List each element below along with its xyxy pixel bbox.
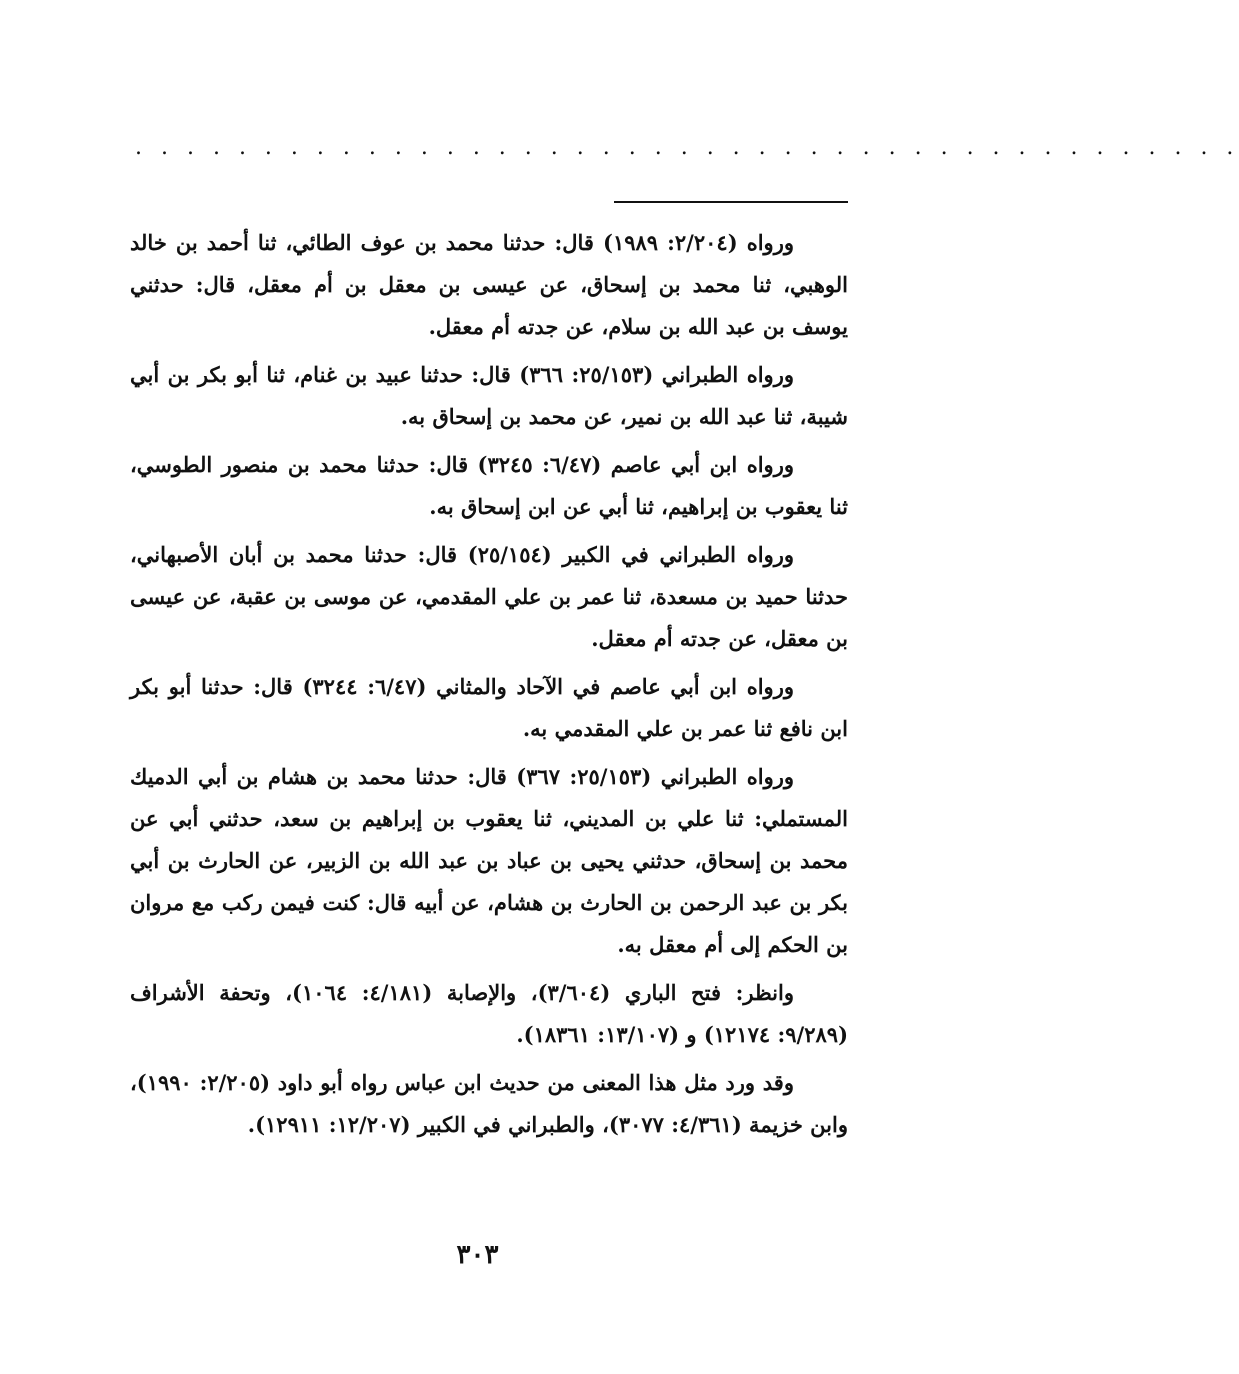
footnote-rule [614, 201, 848, 203]
dotted-separator: . . . . . . . . . . . . . . . . . . . . . . . . . . . . . . . . . . . . . . . . . . . [135, 135, 1239, 160]
paragraph: وانظر: فتح الباري (٣/٦٠٤)، والإصابة (٤/١٨١: ١٠٦٤)، وتحفة الأشراف (٩/٢٨٩: ١٢١٧٤) و (١٣/١٠٧: ١٨٣٦١). [130, 980, 848, 1047]
paragraph: وقد ورد مثل هذا المعنى من حديث ابن عباس رواه أبو داود (٢/٢٠٥: ١٩٩٠)، وابن خزيمة (٤/٣٦١: ٣٠٧٧)، والطبراني في الكبير (١٢/٢٠٧: ١٢٩١١). [130, 1070, 848, 1137]
paragraph: ورواه ابن أبي عاصم في الآحاد والمثاني (٦/٤٧: ٣٢٤٤) قال: حدثنا أبو بكر ابن نافع ثنا عمر بن علي المقدمي به. [130, 674, 848, 741]
page-number: ٣٠٣ [456, 1240, 499, 1270]
paragraph: ورواه الطبراني (٢٥/١٥٣: ٣٦٧) قال: حدثنا محمد بن هشام بن أبي الدميك المستملي: ثنا علي بن المديني، ثنا يعقوب بن إبراهيم بن سعد، حدثني أبي عن محمد بن إسحاق، حدثني يحيى بن عباد بن عبد الله بن الزبير، عن الحارث بن أبي بكر بن عبد الرحمن بن الحارث بن هشام، عن أبيه قال: كنت فيمن ركب مع مروان بن الحكم إلى أم معقل به. [130, 764, 848, 957]
paragraph: ورواه ابن أبي عاصم (٦/٤٧: ٣٢٤٥) قال: حدثنا محمد بن منصور الطوسي، ثنا يعقوب بن إبراهيم، ثنا أبي عن ابن إسحاق به. [130, 452, 848, 519]
paragraph: ورواه الطبراني (٢٥/١٥٣: ٣٦٦) قال: حدثنا عبيد بن غنام، ثنا أبو بكر بن أبي شيبة، ثنا عبد الله بن نمير، عن محمد بن إسحاق به. [130, 362, 848, 429]
footnote-body [130, 222, 848, 1152]
paragraph: ورواه (٢/٢٠٤: ١٩٨٩) قال: حدثنا محمد بن عوف الطائي، ثنا أحمد بن خالد الوهبي، ثنا محمد بن إسحاق، عن عيسى بن معقل بن أم معقل، قال: حدثني يوسف بن عبد الله بن سلام، عن جدته أم معقل. [130, 230, 848, 339]
paragraph: ورواه الطبراني في الكبير (٢٥/١٥٤) قال: حدثنا محمد بن أبان الأصبهاني، حدثنا حميد بن مسعدة، ثنا عمر بن علي المقدمي، عن موسى بن عقبة، عن عيسى بن معقل، عن جدته أم معقل. [130, 542, 848, 651]
